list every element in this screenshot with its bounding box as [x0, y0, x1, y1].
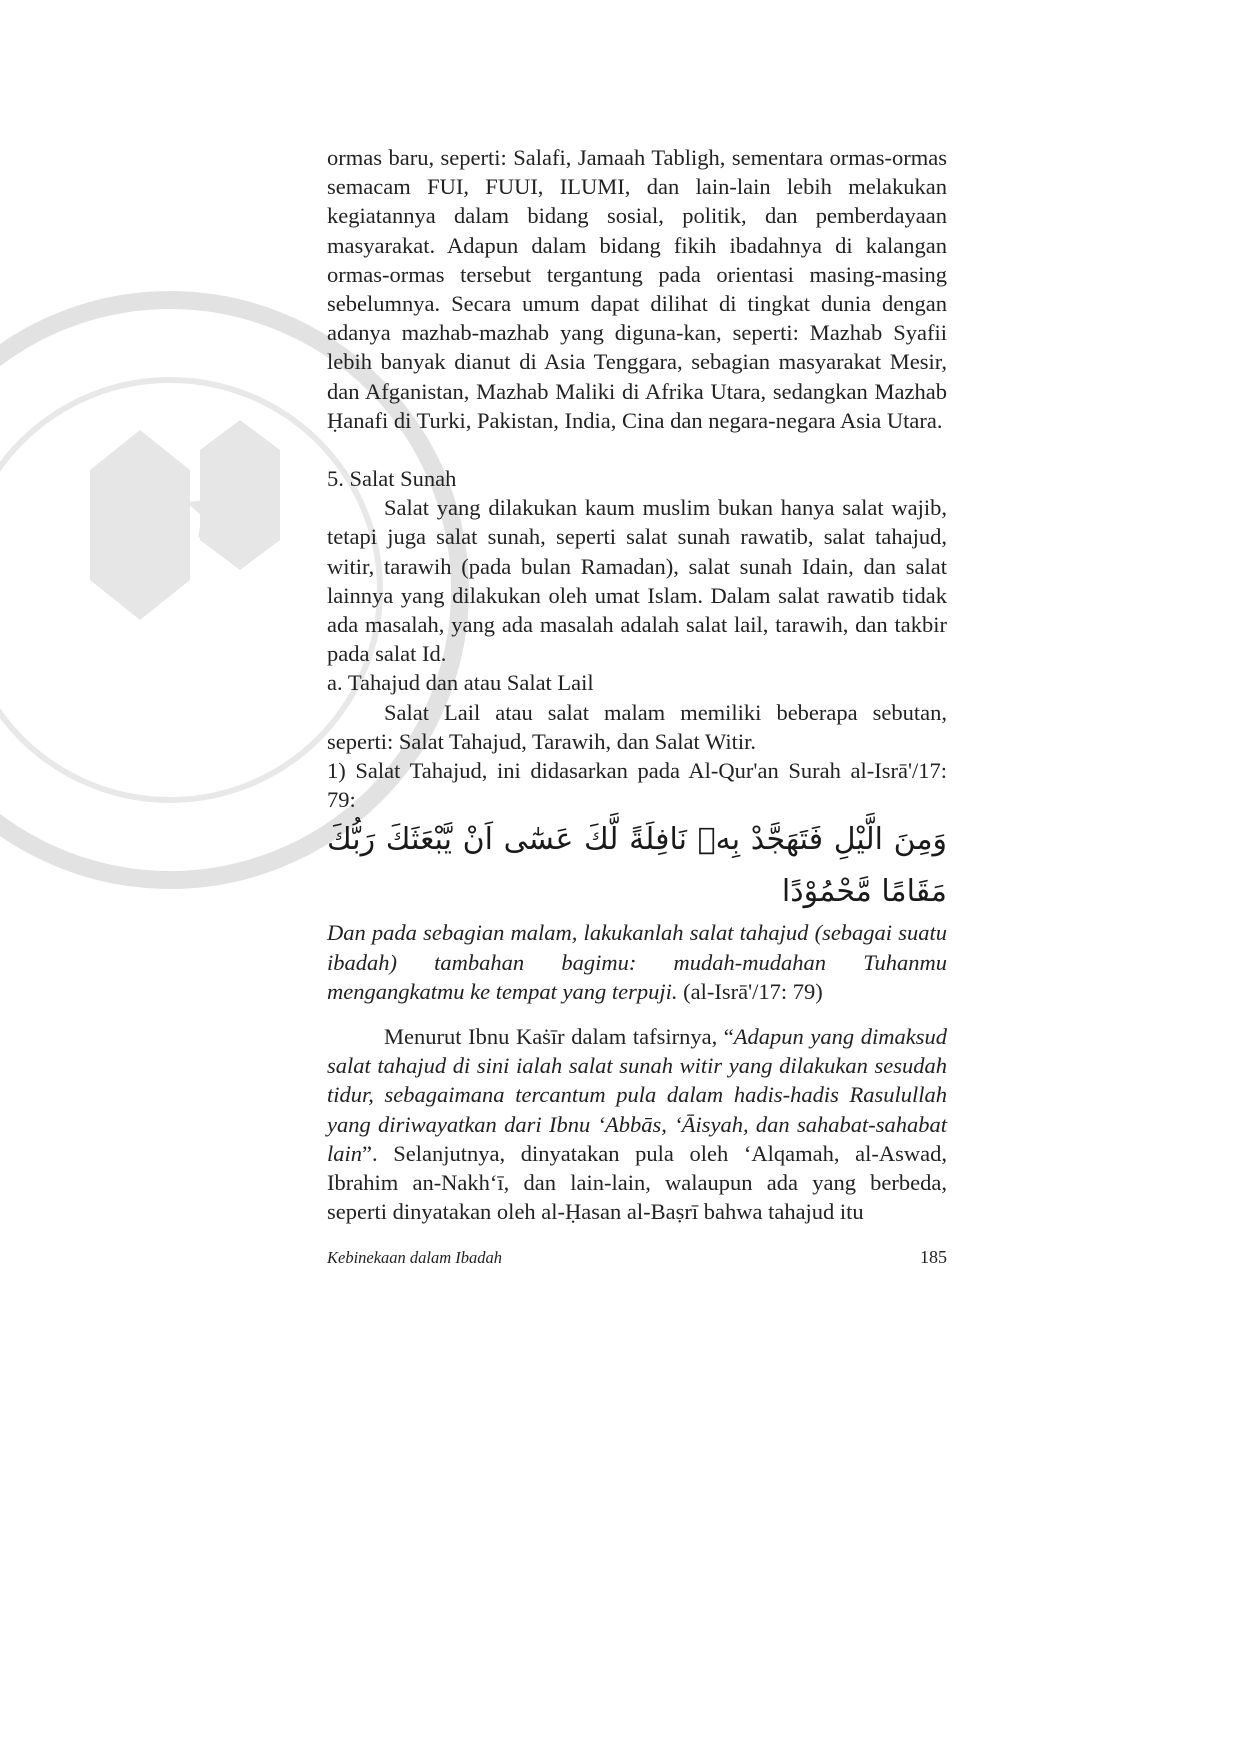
paragraph-salat-sunah: Salat yang dilakukan kaum muslim bukan hanya salat wajib, tetapi juga salat sunah, seperti salat sunah rawatib, salat tahajud, witir, tarawih (pada bulan Ramadan), salat sunah Idain, dan salat lainnya yang dilakukan oleh umat Islam. Dalam salat rawatib tidak ada masalah, yang ada masalah adalah salat lail, tarawih, dan takbir pada salat Id.: [327, 495, 947, 667]
page-number: 185: [920, 1247, 947, 1267]
ibnu-kasir-quote: Adapun yang dimaksud salat tahajud di sini ialah salat sunah witir yang dilakukan sesudah tidur, sebagaimana tercantum pula dalam hadis-hadis Rasulullah yang diriwayatkan dari Ibnu ‘Abbās, ‘Āisyah, dan sahabat-sahabat lain: [327, 1024, 947, 1166]
verse-translation: [327, 918, 947, 1006]
ibnu-kasir-continuation: ”. Selanjutnya, dinyatakan pula oleh ‘Alqamah, al-Aswad, Ibrahim an-Nakh‘ī, dan lain-lain, walaupun ada yang berbeda, seperti dinyatakan oleh al-Ḥasan al-Baṣrī bahwa tahajud itu: [327, 1140, 947, 1225]
page-body: [327, 143, 947, 1227]
paragraph-salat-lail: Salat Lail atau salat malam memiliki beberapa sebutan, seperti: Salat Tahajud, Tarawih, dan Salat Witir.: [327, 699, 947, 754]
verse-translation-text: Dan pada sebagian malam, lakukanlah salat tahajud (sebagai suatu ibadah) tambahan bagimu: mudah-mudahan Tuhanmu mengangkatmu ke tempat yang terpuji.: [327, 920, 947, 1004]
verse-reference: (al-Isrā'/17: 79): [677, 978, 823, 1004]
subsection-heading-tahajud: a. Tahajud dan atau Salat Lail: [327, 670, 594, 696]
paragraph-ibnu-kasir: [327, 1022, 947, 1226]
section-heading-salat-sunah: 5. Salat Sunah: [327, 466, 457, 492]
paragraph-salat-tahajud-ref: 1) Salat Tahajud, ini didasarkan pada Al-Qur'an Surah al-Isrā'/17: 79:: [327, 758, 947, 813]
ibnu-kasir-intro: Menurut Ibnu Kaṡīr dalam tafsirnya, “: [384, 1024, 734, 1050]
running-title: Kebinekaan dalam Ibadah: [327, 1248, 503, 1267]
page-footer: [327, 1247, 947, 1268]
paragraph-ormas: ormas baru, seperti: Salafi, Jamaah Tabligh, sementara ormas-ormas semacam FUI, FUUI, ILUMI, dan lain-lain lebih melakukan kegiatannya dalam bidang sosial, politik, dan pemberdayaan masyarakat. Adapun dalam bidang fikih ibadahnya di kalangan ormas-ormas tersebut tergantung pada orientasi masing-masing sebelumnya. Secara umum dapat dilihat di tingkat dunia dengan adanya mazhab-mazhab yang diguna-kan, seperti: Mazhab Syafii lebih banyak dianut di Asia Tenggara, sebagian masyarakat Mesir, dan Afganistan, Mazhab Maliki di Afrika Utara, sedangkan Mazhab Ḥanafi di Turki, Pakistan, India, Cina dan negara-negara Asia Utara.: [327, 145, 947, 433]
quran-verse-arabic: وَمِنَ الَّيْلِ فَتَهَجَّدْ بِهٖ نَافِلَةً لَّكَ عَسٰٓى اَنْ يَّبْعَثَكَ رَبُّكَ مَقَامًا مَّحْمُوْدًا: [327, 822, 947, 910]
